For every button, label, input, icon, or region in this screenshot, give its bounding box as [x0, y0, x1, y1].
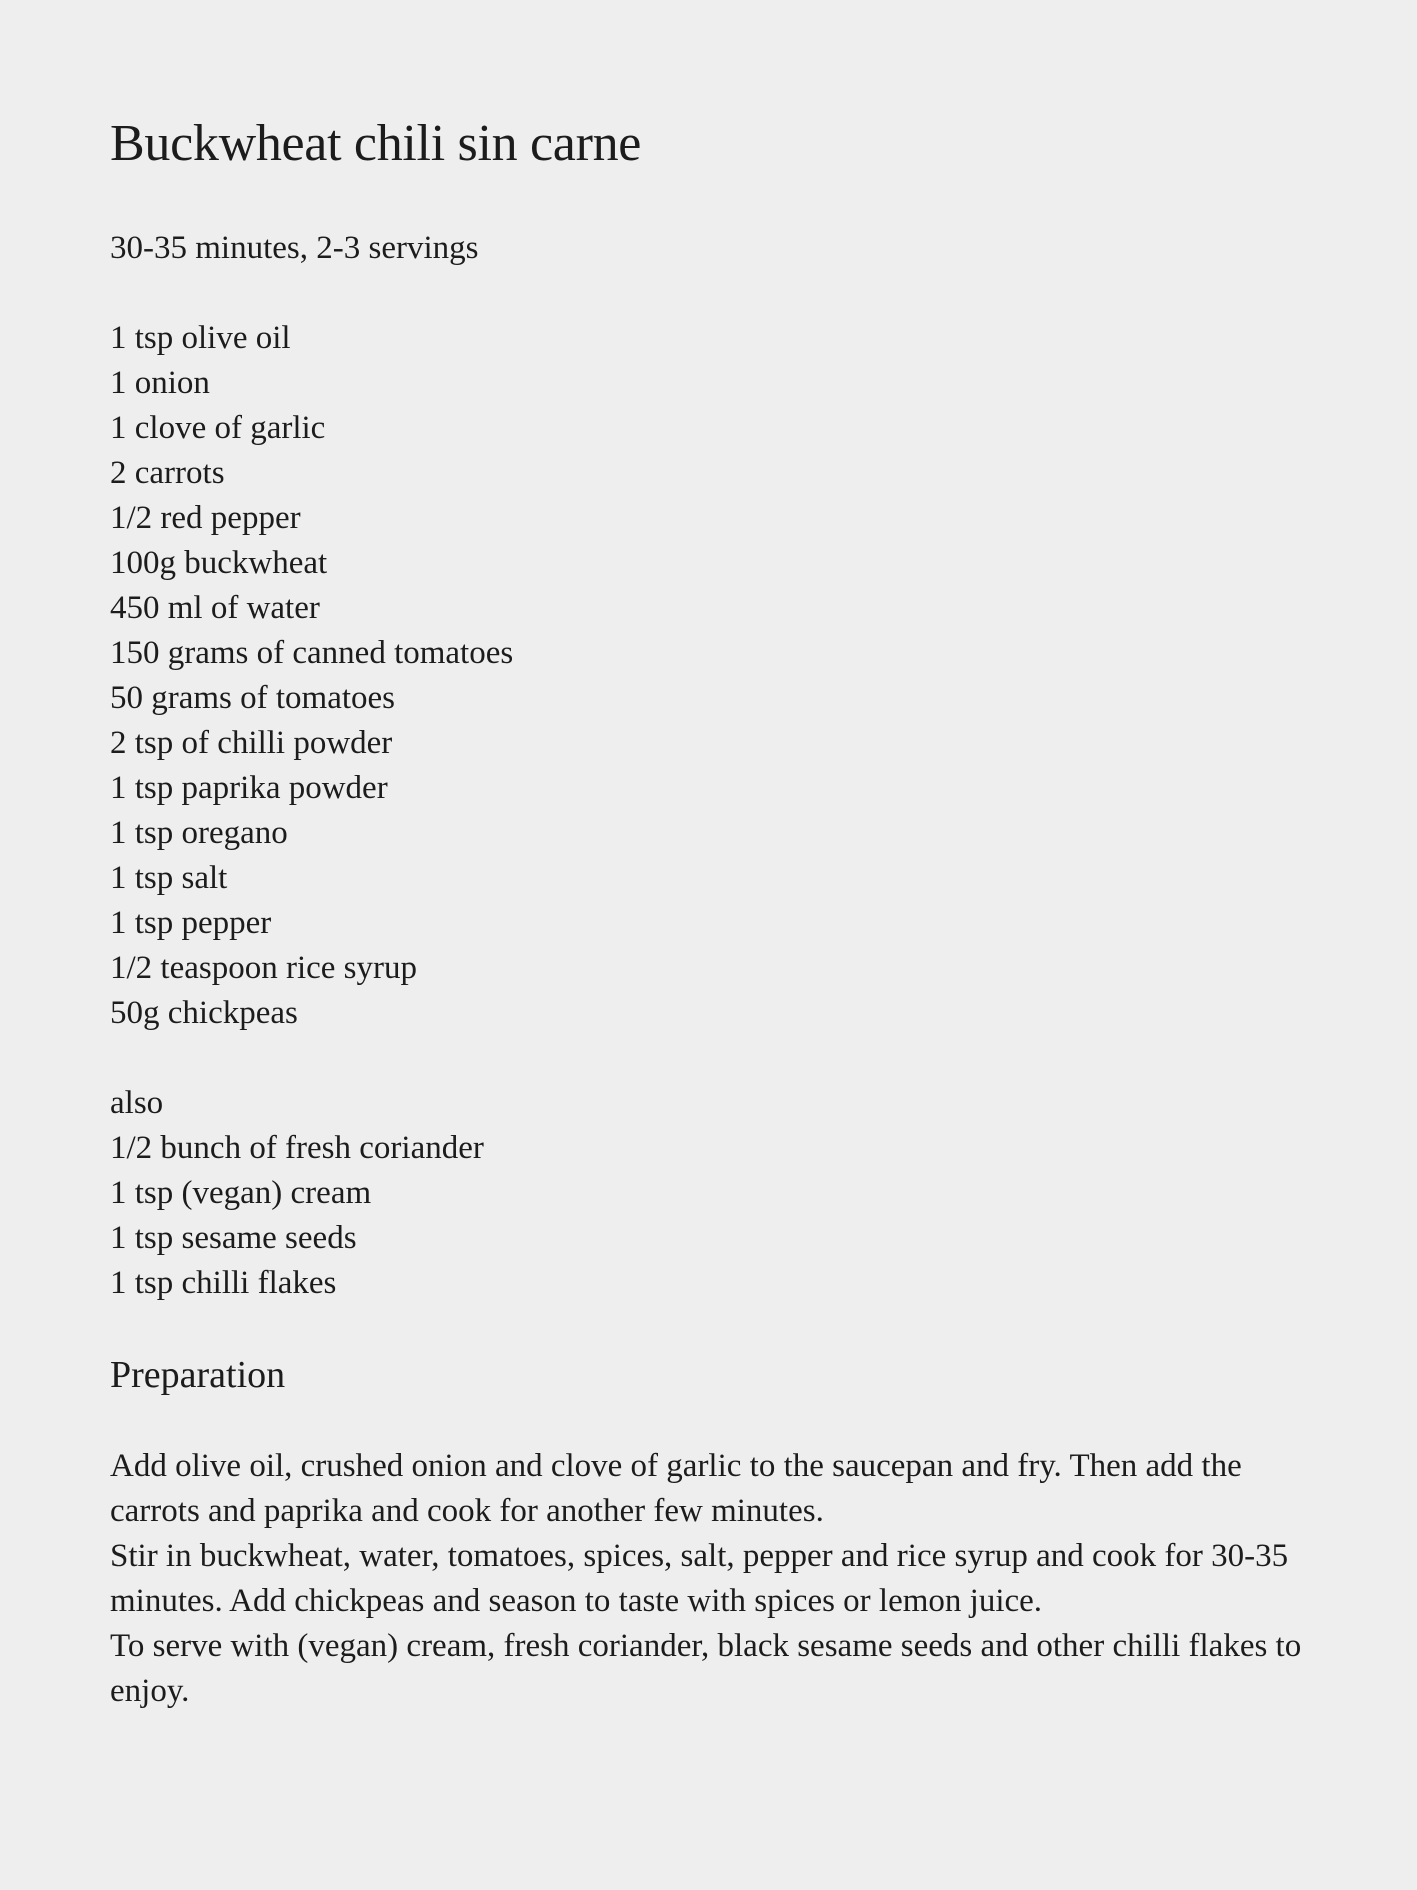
preparation-paragraph: To serve with (vegan) cream, fresh coriander, black sesame seeds and other chilli flakes to enjoy. [110, 1628, 1302, 1709]
ingredient-item: 1 clove of garlic [110, 410, 326, 446]
ingredient-item: 450 ml of water [110, 590, 320, 626]
extra-ingredient-item: 1 tsp (vegan) cream [110, 1175, 372, 1211]
also-label: also [110, 1085, 164, 1121]
ingredient-item: 50g chickpeas [110, 995, 298, 1031]
recipe-time-servings: 30-35 minutes, 2-3 servings [110, 230, 479, 266]
ingredient-item: 1 tsp salt [110, 860, 228, 896]
recipe-title: Buckwheat chili sin carne [110, 115, 642, 172]
preparation-paragraph: Stir in buckwheat, water, tomatoes, spices, salt, pepper and rice syrup and cook for 30-35 minutes. Add chickpeas and season to taste with spices or lemon juice. [110, 1538, 1289, 1619]
ingredient-item: 100g buckwheat [110, 545, 328, 581]
ingredient-item: 1 tsp pepper [110, 905, 272, 941]
ingredient-item: 150 grams of canned tomatoes [110, 635, 514, 671]
ingredient-item: 1 tsp olive oil [110, 320, 291, 356]
ingredient-item: 2 carrots [110, 455, 225, 491]
extra-ingredient-item: 1 tsp chilli flakes [110, 1265, 337, 1301]
extra-ingredient-item: 1 tsp sesame seeds [110, 1220, 357, 1256]
ingredient-item: 1 tsp oregano [110, 815, 288, 851]
preparation-text [110, 1444, 1325, 1714]
extra-ingredient-list [110, 1126, 1330, 1306]
ingredient-list [110, 316, 1330, 1036]
ingredient-item: 1/2 teaspoon rice syrup [110, 950, 418, 986]
ingredient-item: 1 tsp paprika powder [110, 770, 388, 806]
recipe-page [110, 112, 1330, 1714]
ingredient-item: 2 tsp of chilli powder [110, 725, 393, 761]
preparation-paragraph: Add olive oil, crushed onion and clove of garlic to the saucepan and fry. Then add the carrots and paprika and cook for another few minutes. [110, 1448, 1242, 1529]
extra-ingredient-item: 1/2 bunch of fresh coriander [110, 1130, 484, 1166]
preparation-heading: Preparation [110, 1354, 286, 1396]
ingredient-item: 1/2 red pepper [110, 500, 301, 536]
ingredient-item: 1 onion [110, 365, 210, 401]
ingredient-item: 50 grams of tomatoes [110, 680, 396, 716]
